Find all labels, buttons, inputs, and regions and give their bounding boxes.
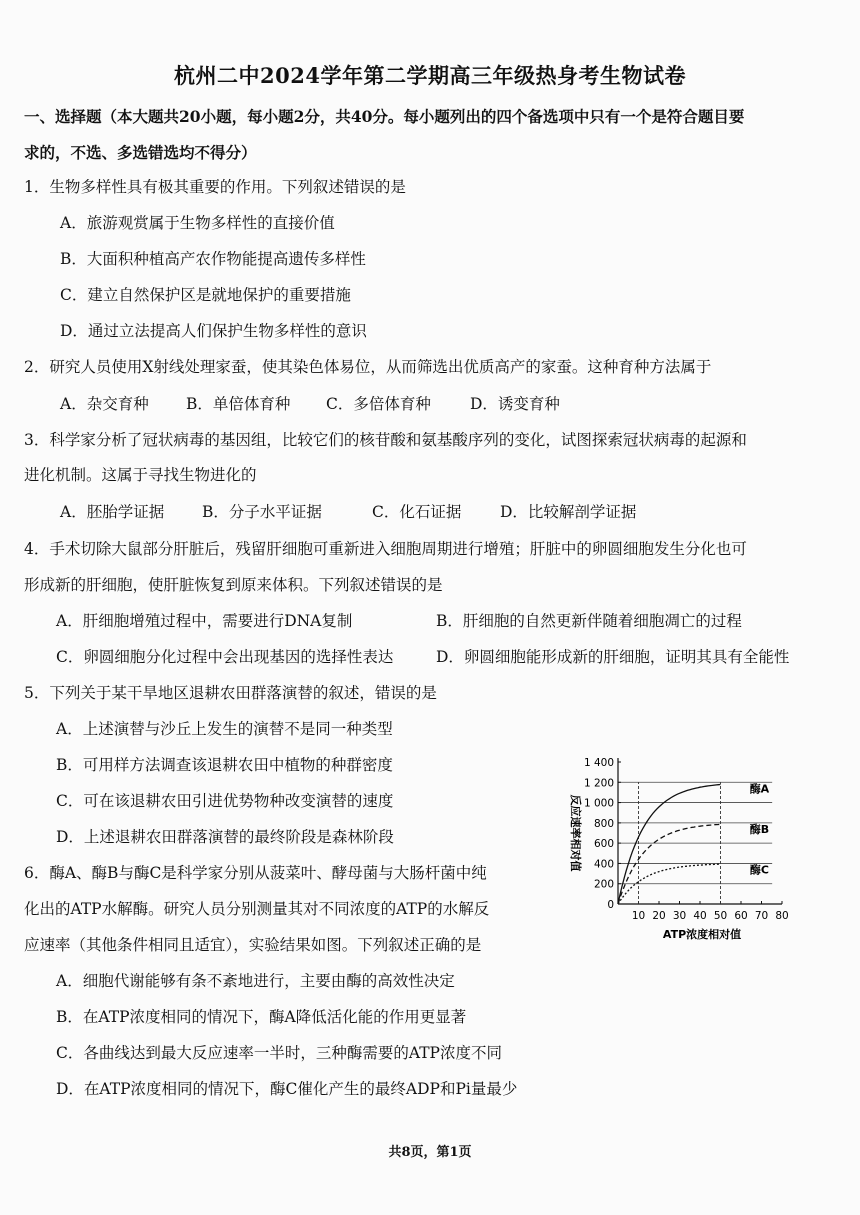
x-tick-label: 50 bbox=[713, 910, 728, 922]
x-tick-label: 60 bbox=[734, 910, 748, 922]
x-tick-label: 80 bbox=[775, 910, 789, 922]
y-tick-label: 1 200 bbox=[583, 777, 614, 790]
question-5-option-b: B．可用样方法调查该退耕农田中植物的种群密度 bbox=[56, 756, 393, 774]
x-tick-label: 70 bbox=[754, 910, 769, 922]
series-label: 酶B bbox=[749, 822, 770, 836]
series-label: 酶C bbox=[749, 863, 769, 877]
x-tick-label: 30 bbox=[672, 910, 687, 922]
y-tick-label: 400 bbox=[593, 858, 614, 871]
question-6-option-a: A．细胞代谢能够有条不紊地进行，主要由酶的高效性决定 bbox=[56, 972, 455, 990]
x-axis-label: ATP浓度相对值 bbox=[662, 928, 742, 941]
question-5-option-a: A．上述演替与沙丘上发生的演替不是同一种类型 bbox=[56, 720, 393, 738]
x-tick-label: 20 bbox=[652, 910, 666, 922]
question-1-option-d: D．通过立法提高人们保护生物多样性的意识 bbox=[60, 322, 367, 340]
question-4-stem-line2: 形成新的肝细胞，使肝脏恢复到原来体积。下列叙述错误的是 bbox=[24, 576, 443, 594]
section-heading-line1: 一、选择题（本大题共20小题，每小题2分，共40分。每小题列出的四个备选项中只有一个是符合题目要 bbox=[24, 107, 745, 126]
page-title: 杭州二中2024学年第二学期高三年级热身考生物试卷 bbox=[174, 63, 686, 88]
question-4-option-c: C．卵圆细胞分化过程中会出现基因的选择性表达 bbox=[56, 648, 394, 666]
question-4-stem-line1: 4．手术切除大鼠部分肝脏后，残留肝细胞可重新进入细胞周期进行增殖；肝脏中的卵圆细胞发生分化也可 bbox=[24, 540, 747, 558]
question-4-option-d: D．卵圆细胞能形成新的肝细胞，证明其具有全能性 bbox=[436, 648, 790, 666]
y-tick-label: 1 400 bbox=[583, 757, 614, 769]
question-6-option-b: B．在ATP浓度相同的情况下，酶A降低活化能的作用更显著 bbox=[56, 1008, 467, 1026]
question-6-option-d: D．在ATP浓度相同的情况下，酶C催化产生的最终ADP和Pi量最少 bbox=[56, 1080, 518, 1098]
question-6-stem-line1: 6．酶A、酶B与酶C是科学家分别从菠菜叶、酵母菌与大肠杆菌中纯 bbox=[24, 864, 487, 882]
question-4-option-b: B．肝细胞的自然更新伴随着细胞凋亡的过程 bbox=[436, 612, 742, 630]
question-5-stem: 5．下列关于某干旱地区退耕农田群落演替的叙述，错误的是 bbox=[24, 684, 437, 702]
question-2-option-b: B．单倍体育种 bbox=[186, 395, 291, 413]
question-3-stem-line1: 3．科学家分析了冠状病毒的基因组，比较它们的核苷酸和氨基酸序列的变化，试图探索冠状病毒的起源和 bbox=[24, 431, 747, 449]
question-1-option-a: A．旅游观赏属于生物多样性的直接价值 bbox=[60, 214, 335, 232]
page-footer: 共8页，第1页 bbox=[388, 1145, 472, 1160]
question-1-option-b: B．大面积种植高产农作物能提高遗传多样性 bbox=[60, 250, 366, 268]
y-tick-label: 1 000 bbox=[583, 797, 614, 810]
y-tick-label: 0 bbox=[607, 899, 614, 911]
y-axis-label: 反应速率相对值 bbox=[569, 794, 582, 872]
series-label: 酶A bbox=[749, 782, 770, 796]
question-2-option-c: C．多倍体育种 bbox=[326, 395, 431, 413]
question-1-option-c: C．建立自然保护区是就地保护的重要措施 bbox=[60, 286, 351, 304]
enzyme-rate-chart bbox=[560, 752, 800, 947]
question-2-option-d: D．诱变育种 bbox=[470, 395, 560, 413]
y-tick-label: 800 bbox=[593, 817, 614, 830]
section-heading-line2: 求的，不选、多选错选均不得分） bbox=[24, 143, 257, 162]
x-tick-label: 40 bbox=[693, 910, 707, 922]
y-tick-label: 600 bbox=[593, 838, 614, 851]
question-2-stem: 2．研究人员使用X射线处理家蚕，使其染色体易位，从而筛选出优质高产的家蚕。这种育种方法属于 bbox=[24, 358, 712, 376]
question-5-option-c: C．可在该退耕农田引进优势物种改变演替的速度 bbox=[56, 792, 394, 810]
question-5-option-d: D．上述退耕农田群落演替的最终阶段是森林阶段 bbox=[56, 828, 394, 846]
question-6-stem-line2: 化出的ATP水解酶。研究人员分别测量其对不同浓度的ATP的水解反 bbox=[24, 900, 490, 918]
y-tick-label: 200 bbox=[593, 878, 614, 891]
question-3-option-c: C．化石证据 bbox=[372, 503, 462, 521]
question-3-option-a: A．胚胎学证据 bbox=[60, 503, 165, 521]
question-4-option-a: A．肝细胞增殖过程中，需要进行DNA复制 bbox=[56, 612, 353, 630]
question-2-option-a: A．杂交育种 bbox=[60, 395, 149, 413]
x-tick-label: 10 bbox=[631, 910, 646, 922]
question-6-option-c: C．各曲线达到最大反应速率一半时，三种酶需要的ATP浓度不同 bbox=[56, 1044, 502, 1062]
question-3-option-b: B．分子水平证据 bbox=[202, 503, 322, 521]
question-3-stem-line2: 进化机制。这属于寻找生物进化的 bbox=[24, 466, 257, 484]
question-3-option-d: D．比较解剖学证据 bbox=[500, 503, 637, 521]
question-1-stem: 1．生物多样性具有极其重要的作用。下列叙述错误的是 bbox=[24, 178, 406, 196]
question-6-stem-line3: 应速率（其他条件相同且适宜），实验结果如图。下列叙述正确的是 bbox=[24, 936, 482, 954]
